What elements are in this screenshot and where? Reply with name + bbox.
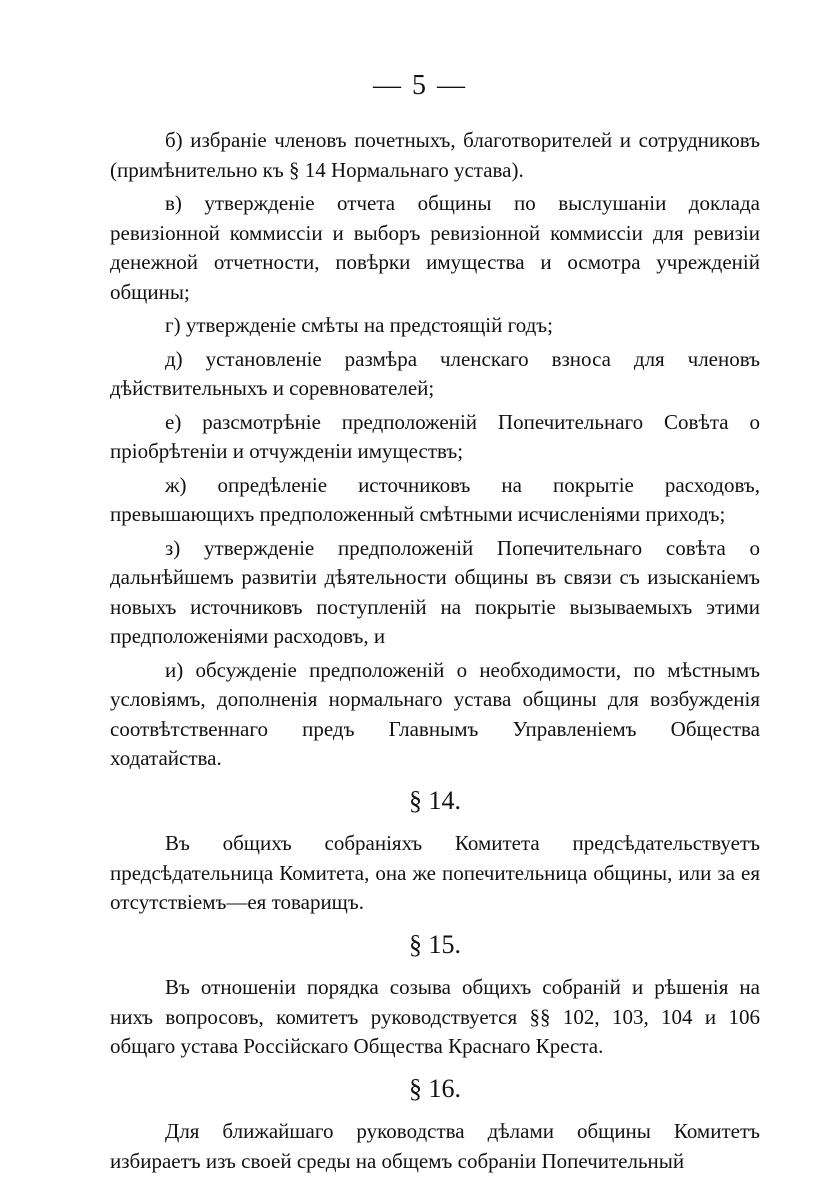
paragraph-v: в) утвержденіе отчета общины по выслушаніи доклада ревизіонной коммиссіи и выборъ ревизіонной коммиссіи для ревизіи денежной отчетности, повѣрки имущества и осмотра учрежденій общины; [110, 191, 760, 304]
section-15-text: Въ отношеніи порядка созыва общихъ собраній и рѣшенія на нихъ вопросовъ, комитетъ руководствуется §§ 102, 103, 104 и 106 общаго устава Россійскаго Общества Краснаго Креста. [110, 975, 760, 1058]
page-number: — 5 — [373, 70, 467, 101]
section-16-text: Для ближайшаго руководства дѣлами общины Комитетъ избираетъ изъ своей среды на общемъ собраніи Попечительный [110, 1119, 760, 1173]
paragraph-zh: ж) опредѣленіе источниковъ на покрытіе расходовъ, превышающихъ предположенный смѣтными исчисленіями приходъ; [110, 472, 760, 526]
paragraph-e: е) разсмотрѣніе предположеній Попечительнаго Совѣта о пріобрѣтеніи и отчужденіи имуществъ; [110, 409, 760, 463]
section-15-heading: § 15. [409, 929, 461, 959]
section-14-text: Въ общихъ собраніяхъ Комитета предсѣдательствуетъ предсѣдательница Комитета, она же попечительница общины, или за ея отсутствіемъ—ея товарищъ. [110, 831, 760, 914]
paragraph-z: з) утвержденіе предположеній Попечительнаго совѣта о дальнѣйшемъ развитіи дѣятельности общины въ связи съ изысканіемъ новыхъ источниковъ поступленій на покрытіе вызываемыхъ этими предположеніями расходовъ, и [110, 535, 760, 648]
paragraph-g: г) утвержденіе смѣты на предстоящій годъ; [165, 313, 553, 337]
paragraph-i: и) обсужденіе предположеній о необходимости, по мѣстнымъ условіямъ, дополненія нормальнаго устава общины для возбужденія соотвѣтственнаго предъ Главнымъ Управленіемъ Общества ходатайства. [110, 657, 760, 770]
section-14-heading: § 14. [409, 785, 461, 815]
paragraph-d: д) установленіе размѣра членскаго взноса для членовъ дѣйствительныхъ и соревнователей; [110, 346, 760, 400]
paragraph-b: б) избраніе членовъ почетныхъ, благотворителей и сотрудниковъ (примѣнительно къ § 14 Нормальнаго устава). [110, 128, 760, 182]
document-body [110, 126, 760, 1180]
section-16-heading: § 16. [409, 1073, 461, 1103]
